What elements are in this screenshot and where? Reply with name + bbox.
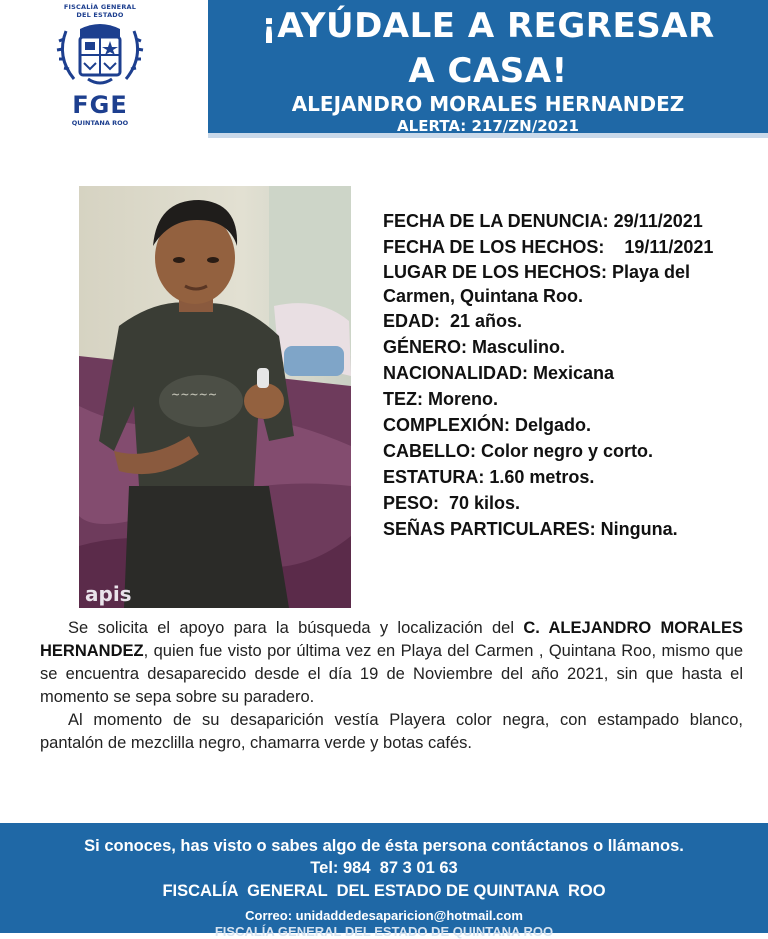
paragraph-clothing: Al momento de su desaparición vestía Playera color negra, con estampado blanco, pantalón de mezclilla negro, chamarra verde y botas cafés. [40, 711, 743, 752]
agency-name-repeat: FISCALÍA GENERAL DEL ESTADO DE QUINTANA ROO [214, 924, 554, 939]
description-text [40, 617, 743, 755]
fge-logo [40, 4, 160, 144]
weight: PESO: 70 kilos. [383, 493, 521, 513]
agency-name: FISCALÍA GENERAL DEL ESTADO DE QUINTANA ROO [162, 882, 606, 900]
headline-line1: ¡AYÚDALE A REGRESAR [261, 6, 715, 46]
logo-state: QUINTANA ROO [71, 119, 129, 127]
skin-tone: TEZ: Moreno. [383, 389, 498, 409]
person-details [383, 208, 763, 542]
p1-start: Se solicita el apoyo para la búsqueda y localización del [68, 619, 524, 637]
paragraph-request [40, 617, 743, 709]
event-place-line1: LUGAR DE LOS HECHOS: Playa del [383, 262, 691, 282]
contact-footer [0, 823, 768, 939]
gender: GÉNERO: Masculino. [383, 337, 566, 357]
svg-text:~~~~~: ~~~~~ [171, 388, 218, 401]
event-place-line2: Carmen, Quintana Roo. [383, 286, 584, 306]
shield-emblem-icon [52, 21, 148, 93]
logo-org-line1: FISCALÍA GENERAL [63, 3, 137, 11]
event-date: FECHA DE LOS HECHOS: 19/11/2021 [383, 237, 714, 257]
logo-org-line2: DEL ESTADO [76, 10, 124, 19]
svg-text:apis: apis [85, 582, 132, 606]
header-banner [208, 0, 768, 138]
distinguishing-marks: SEÑAS PARTICULARES: Ninguna. [383, 519, 678, 539]
nationality: NACIONALIDAD: Mexicana [383, 363, 615, 383]
height: ESTATURA: 1.60 metros. [383, 467, 595, 487]
build: COMPLEXIÓN: Delgado. [383, 415, 592, 435]
p1-end: , quien fue visto por última vez en Playa del Carmen , Quintana Roo, mismo que se encuentra desaparecido desde el día 19 de Noviembre del año 2021, sin que hasta el momento se sepa sobre su paradero. [40, 642, 743, 706]
contact-email: Correo: unidaddedesaparicion@hotmail.com [245, 908, 523, 923]
contact-phone: Tel: 984 87 3 01 63 [310, 859, 458, 877]
logo-acronym: FGE [72, 91, 128, 119]
headline-line2: A CASA! [408, 51, 568, 91]
hair: CABELLO: Color negro y corto. [383, 441, 653, 461]
contact-request: Si conoces, has visto o sabes algo de ésta persona contáctanos o llámanos. [84, 837, 684, 855]
age: EDAD: 21 años. [383, 311, 523, 331]
report-date: FECHA DE LA DENUNCIA: 29/11/2021 [383, 211, 703, 231]
alert-number: ALERTA: 217/ZN/2021 [397, 117, 579, 135]
missing-person-name: ALEJANDRO MORALES HERNANDEZ [291, 92, 685, 116]
p1-name: C. ALEJANDRO MORALES HERNANDEZ [40, 619, 743, 660]
missing-person-photo [79, 186, 351, 608]
